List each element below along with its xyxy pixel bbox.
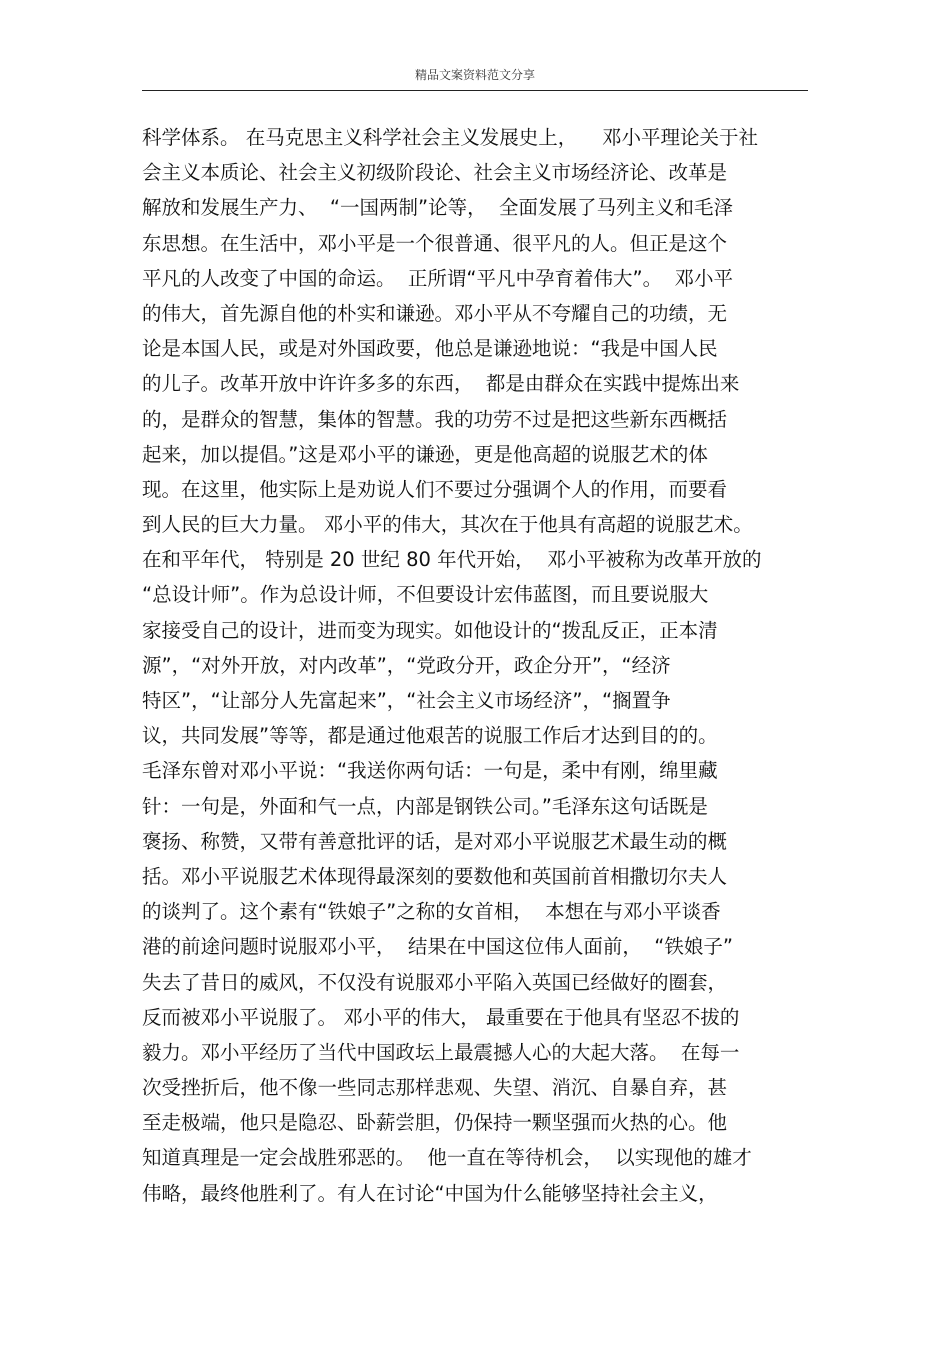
text-line: 在和平年代， 特别是 20 世纪 80 年代开始， 邓小平被称为改革开放的 — [142, 548, 762, 572]
text-line: 源”，“对外开放，对内改革”，“党政分开，政企分开”，“经济 — [142, 653, 671, 677]
body-text — [142, 120, 812, 1211]
text-line: 解放和发展生产力、 “一国两制”论等， 全面发展了马列主义和毛泽 — [142, 196, 733, 220]
text-line: 起来，加以提倡。”这是邓小平的谦逊，更是他高超的说服艺术的体 — [142, 442, 708, 466]
text-line: 毅力。邓小平经历了当代中国政坛上最震撼人心的大起大落。 在每一 — [142, 1040, 740, 1064]
text-line: 论是本国人民，或是对外国政要，他总是谦逊地说：“我是中国人民 — [142, 337, 718, 361]
text-line: 的伟大，首先源自他的朴实和谦逊。邓小平从不夸耀自己的功绩，无 — [142, 301, 728, 325]
text-line: 的谈判了。这个素有“铁娘子”之称的女首相， 本想在与邓小平谈香 — [142, 900, 721, 924]
page-header: 精品文案资料范文分享 — [414, 68, 535, 82]
text-line: 知道真理是一定会战胜邪恶的。 他一直在等待机会， 以实现他的雄才 — [142, 1146, 752, 1170]
text-line: 次受挫折后，他不像一些同志那样悲观、失望、消沉、自暴自弃，甚 — [142, 1076, 728, 1100]
text-line: 毛泽东曾对邓小平说：“我送你两句话：一句是，柔中有刚，绵里藏 — [142, 759, 718, 783]
text-line: 褒扬、称赞，又带有善意批评的话，是对邓小平说服艺术最生动的概 — [142, 829, 728, 853]
text-line: 科学体系。 在马克思主义科学社会主义发展史上， 邓小平理论关于社 — [142, 126, 758, 149]
text-line: 特区”，“让部分人先富起来”，“社会主义市场经济”，“搁置争 — [142, 689, 671, 712]
text-line: 东思想。在生活中，邓小平是一个很普通、很平凡的人。但正是这个 — [142, 231, 728, 255]
text-line: 到人民的巨大力量。 邓小平的伟大，其次在于他具有高超的说服艺术。 — [142, 513, 753, 537]
text-line: 伟略，最终他胜利了。有人在讨论“中国为什么能够坚持社会主义， — [142, 1181, 718, 1205]
text-line: “总设计师”。作为总设计师，不但要设计宏伟蓝图，而且要说服大 — [142, 583, 709, 607]
text-line: 的儿子。改革开放中许许多多的东西， 都是由群众在实践中提炼出来 — [142, 372, 740, 396]
text-line: 家接受自己的设计，进而变为现实。如他设计的“拨乱反正，正本清 — [142, 618, 718, 642]
text-line: 平凡的人改变了中国的命运。 正所谓“平凡中孕育着伟大”。 邓小平 — [142, 266, 733, 290]
text-line: 港的前途问题时说服邓小平， 结果在中国这位伟人面前， “铁娘子” — [142, 935, 733, 959]
text-line: 反而被邓小平说服了。 邓小平的伟大， 最重要在于他具有坚忍不拔的 — [142, 1005, 740, 1029]
header-divider — [142, 90, 808, 91]
text-line: 失去了昔日的威风，不仅没有说服邓小平陷入英国已经做好的圈套， — [142, 970, 728, 994]
text-line: 现。在这里，他实际上是劝说人们不要过分强调个人的作用，而要看 — [142, 477, 728, 501]
text-line: 会主义本质论、社会主义初级阶段论、社会主义市场经济论、改革是 — [142, 161, 728, 185]
text-line: 至走极端，他只是隐忍、卧薪尝胆，仍保持一颗坚强而火热的心。他 — [142, 1111, 728, 1135]
text-line: 的，是群众的智慧，集体的智慧。我的功劳不过是把这些新东西概括 — [142, 407, 728, 431]
text-line: 议，共同发展”等等，都是通过他艰苦的说服工作后才达到目的的。 — [142, 724, 718, 748]
text-line: 括。邓小平说服艺术体现得最深刻的要数他和英国前首相撒切尔夫人 — [142, 864, 728, 888]
text-line: 针：一句是，外面和气一点，内部是钢铁公司。”毛泽东这句话既是 — [142, 794, 708, 818]
